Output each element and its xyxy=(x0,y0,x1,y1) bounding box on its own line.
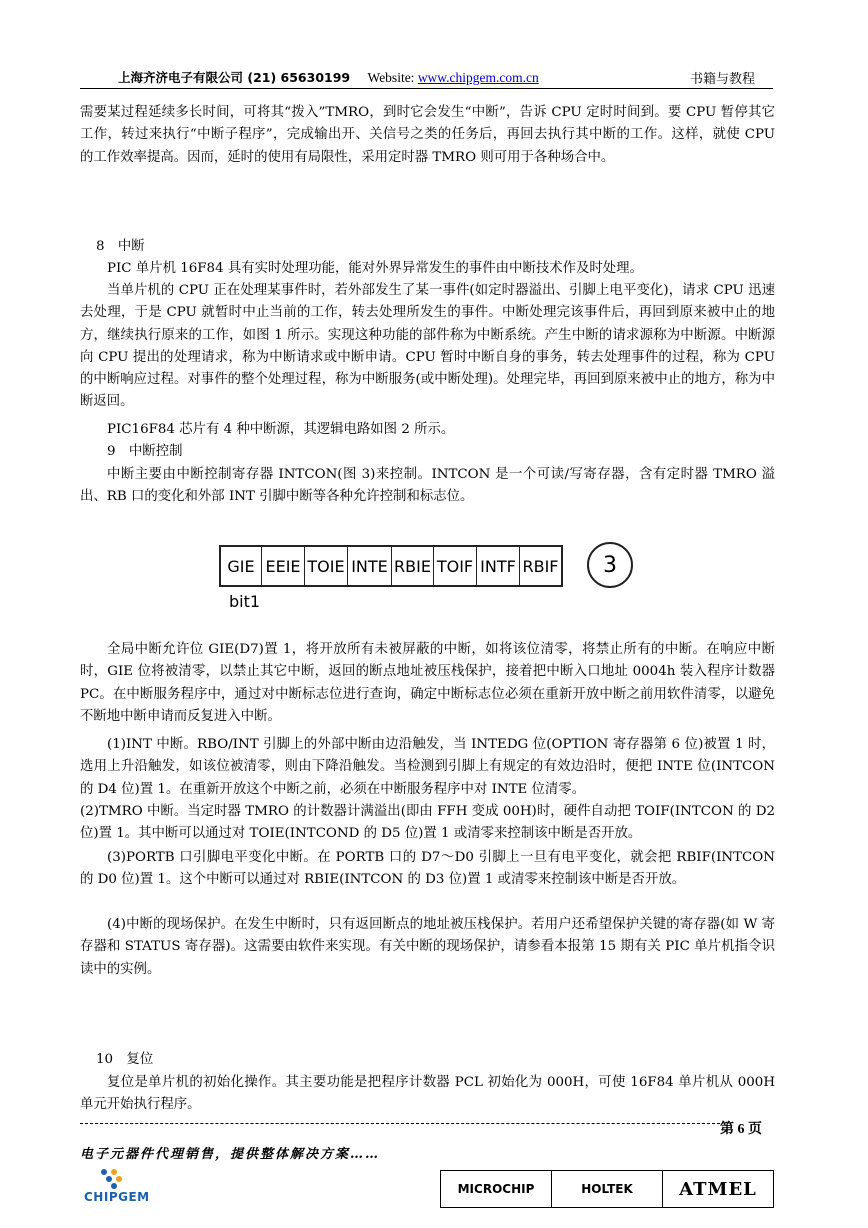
page-header xyxy=(80,66,773,88)
paragraph: 当单片机的 CPU 正在处理某事件时，若外部发生了某一事件(如定时器溢出、引脚上电平变化)，请求 CPU 迅速去处理，于是 CPU 就暂时中止当前的工作，转去处理所发生的事件。中断处理完该事件后，再回到原来被中止的地方，继续执行原来的工作，如图 1 所示。实现这种功能的部件称为中断系统。产生中断的请求源称为中断源。中断源向 CPU 提出的处理请求，称为中断请求或中断申请。CPU 暂时中断自身的事务，转去处理事件的过程，称为 CPU 的中断响应过程。对事件的整个处理过程，称为中断服务(或中断处理)。处理完毕，再回到原来被中止的地方，称为中断返回。 xyxy=(80,283,775,410)
register-bit: EEIE xyxy=(262,547,305,585)
register-bit: TOIE xyxy=(305,547,348,585)
partner-logos xyxy=(440,1170,774,1208)
register-bit: RBIE xyxy=(392,547,434,585)
paragraph: PIC 单片机 16F84 具有实时处理功能，能对外界异常发生的事件由中断技术作及时处理。 xyxy=(107,261,643,276)
holtek-logo: HOLTEK xyxy=(552,1171,663,1207)
paragraph: 全局中断允许位 GIE(D7)置 1，将开放所有未被屏蔽的中断，如将该位清零，将禁止所有的中断。在响应中断时，GIE 位将被清零，以禁止其它中断，返回的断点地址被压栈保护，接着把中断入口地址 0004h 装入程序计数器 PC。在中断服务程序中，通过对中断标志位进行查询，确定中断标志位必须在重新开放中断之前用软件清零，以避免不断地中断申请而反复进入中断。 xyxy=(80,642,775,724)
website-label: Website: xyxy=(367,70,418,85)
section-heading-8: 8 中断 xyxy=(96,239,145,254)
paragraph: 中断主要由中断控制寄存器 INTCON(图 3)来控制。INTCON 是一个可读/写寄存器，含有定时器 TMRO 溢出、RB 口的变化和外部 INT 引脚中断等各种允许控制和标志位。 xyxy=(80,467,775,505)
website-link[interactable]: www.chipgem.com.cn xyxy=(417,70,539,85)
footer-slogan: 电子元器件代理销售，提供整体解决方案…… xyxy=(80,1147,381,1162)
category-label: 书籍与教程 xyxy=(689,72,755,87)
register-bit: INTE xyxy=(348,547,392,585)
footer-divider xyxy=(80,1123,720,1124)
paragraph: (2)TMRO 中断。当定时器 TMRO 的计数器计满溢出(即由 FFH 变成 00H)时，硬件自动把 TOIF(INTCON 的 D2 位)置 1。其中断可以通过对 TOIE(INTCOND 的 D5 位)置 1 或清零来控制该中断是否开放。 xyxy=(80,804,775,842)
paragraph: (1)INT 中断。RBO/INT 引脚上的外部中断由边沿触发，当 INTEDG 位(OPTION 寄存器第 6 位)被置 1 时，选用上升沿触发，如该位被清零，则由下降沿触发。当检测到引脚上有规定的有效边沿时，便把 INTE 位(INTCON 的 D4 位)置 1。在重新开放这个中断之前，必须在中断服务程序中对 INTE 位清零。 xyxy=(80,737,775,797)
register-bit: RBIF xyxy=(522,556,559,576)
header-rule xyxy=(80,88,773,89)
register-bit: GIE xyxy=(221,547,262,585)
paragraph: (4)中断的现场保护。在发生中断时，只有返回断点的地址被压栈保护。若用户还希望保护关键的寄存器(如 W 寄存器和 STATUS 寄存器)。这需要由软件来实现。有关中断的现场保护，请参看本报第 15 期有关 PIC 单片机指令识读中的实例。 xyxy=(80,917,775,977)
register-bit: TOIF xyxy=(434,547,477,585)
chipgem-logo-icon xyxy=(94,1168,134,1190)
company-info xyxy=(118,68,539,86)
company-name: 上海齐济电子有限公司 (21) 65630199 xyxy=(118,70,351,85)
atmel-logo: ATMEL xyxy=(679,1178,757,1200)
figure-label: bit1 xyxy=(229,592,261,611)
figure-number: 3 xyxy=(587,542,633,588)
chipgem-logo: CHIPGEM xyxy=(84,1168,159,1206)
paragraph: PIC16F84 芯片有 4 种中断源，其逻辑电路如图 2 所示。 xyxy=(107,422,455,437)
paragraph-intro: 需要某过程延续多长时间，可将其“拨入”TMRO，到时它会发生“中断”，告诉 CPU 定时时间到。要 CPU 暂停其它工作，转过来执行“中断子程序”，完成输出开、关信号之类的任务后，再回去执行其中断的工作。这样，就使 CPU 的工作效率提高。因而，延时的使用有局限性，采用定时器 TMRO 则可用于各种场合中。 xyxy=(80,105,775,165)
section-heading-9: 9 中断控制 xyxy=(107,444,183,459)
microchip-logo: MICROCHIP xyxy=(441,1171,552,1207)
paragraph: (3)PORTB 口引脚电平变化中断。在 PORTB 口的 D7～D0 引脚上一旦有电平变化，就会把 RBIF(INTCON 的 D0 位)置 1。这个中断可以通过对 RBIE(INTCON 的 D3 位)置 1 或清零来控制该中断是否开放。 xyxy=(80,850,775,888)
register-bit: INTF xyxy=(477,547,520,585)
section-heading-10: 10 复位 xyxy=(96,1052,154,1067)
paragraph: 复位是单片机的初始化操作。其主要功能是把程序计数器 PCL 初始化为 000H，可使 16F84 单片机从 000H 单元开始执行程序。 xyxy=(80,1075,775,1113)
intcon-register-figure xyxy=(219,545,563,587)
page-number: 第 6 页 xyxy=(720,1122,762,1137)
